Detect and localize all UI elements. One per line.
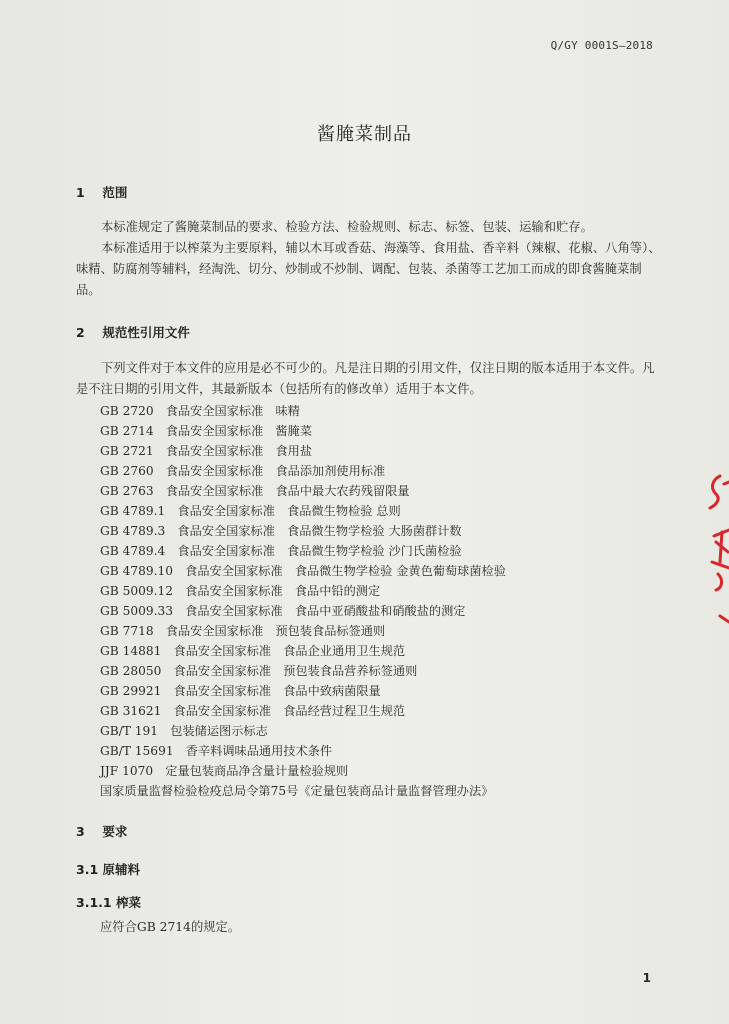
reference-item: GB 4789.3 食品安全国家标准 食品微生物学检验 大肠菌群计数 bbox=[100, 524, 462, 538]
reference-item: GB 2763 食品安全国家标准 食品中最大农药残留限量 bbox=[100, 484, 410, 498]
references-intro: 下列文件对于本文件的应用是必不可少的。凡是注日期的引用文件，仅注日期的版本适用于本文件。凡是不注日期的引用文件，其最新版本（包括所有的修改单）适用于本文件。 bbox=[76, 361, 655, 396]
zhacai-requirement-text: 应符合GB 2714的规定。 bbox=[100, 920, 241, 934]
subsection-number: 3.1.1 bbox=[76, 895, 112, 910]
reference-item: GB 2720 食品安全国家标准 味精 bbox=[100, 404, 300, 418]
section-number: 1 bbox=[76, 185, 85, 200]
reference-item: 国家质量监督检验检疫总局令第75号《定量包装商品计量监督管理办法》 bbox=[100, 784, 494, 798]
reference-item: GB 5009.33 食品安全国家标准 食品中亚硝酸盐和硝酸盐的测定 bbox=[100, 604, 466, 618]
reference-list bbox=[100, 401, 506, 801]
reference-item: JJF 1070 定量包装商品净含量计量检验规则 bbox=[100, 764, 349, 778]
reference-item: GB 5009.12 食品安全国家标准 食品中铅的测定 bbox=[100, 584, 381, 598]
section-title: 范围 bbox=[102, 185, 128, 200]
reference-item: GB 28050 食品安全国家标准 预包装食品营养标签通则 bbox=[100, 664, 418, 678]
reference-item: GB 2721 食品安全国家标准 食用盐 bbox=[100, 444, 313, 458]
subsection-heading-raw-materials bbox=[76, 860, 140, 878]
subsection-heading-zhacai bbox=[76, 893, 141, 911]
scope-paragraph-2: 本标准适用于以榨菜为主要原料，辅以木耳或香菇、海藻等、食用盐、香辛料（辣椒、花椒、八角等）、味精、防腐剂等辅料，经淘洗、切分、炒制或不炒制、调配、包装、杀菌等工艺加工而成的即食酱腌菜制品。 bbox=[76, 241, 661, 297]
section-title: 要求 bbox=[102, 824, 128, 839]
subsection-title: 榨菜 bbox=[115, 895, 141, 910]
reference-item: GB 7718 食品安全国家标准 预包装食品标签通则 bbox=[100, 624, 386, 638]
scope-paragraph-1: 本标准规定了酱腌菜制品的要求、检验方法、检验规则、标志、标签、包装、运输和贮存。 bbox=[101, 220, 593, 234]
reference-item: GB/T 15691 香辛料调味品通用技术条件 bbox=[100, 744, 333, 758]
reference-item: GB 2714 食品安全国家标准 酱腌菜 bbox=[100, 424, 313, 438]
section-number: 3 bbox=[76, 824, 85, 839]
page-number: 1 bbox=[642, 971, 651, 985]
section-heading-requirements bbox=[76, 822, 127, 840]
subsection-title: 原辅料 bbox=[102, 862, 141, 877]
section-title: 规范性引用文件 bbox=[102, 325, 190, 340]
reference-item: GB 29921 食品安全国家标准 食品中致病菌限量 bbox=[100, 684, 381, 698]
section-heading-references bbox=[76, 323, 190, 341]
reference-item: GB 4789.4 食品安全国家标准 食品微生物学检验 沙门氏菌检验 bbox=[100, 544, 462, 558]
red-seal-stamp bbox=[700, 470, 729, 630]
subsection-number: 3.1 bbox=[76, 862, 99, 877]
reference-item: GB 14881 食品安全国家标准 食品企业通用卫生规范 bbox=[100, 644, 406, 658]
document-title: 酱腌菜制品 bbox=[317, 124, 412, 145]
reference-item: GB 2760 食品安全国家标准 食品添加剂使用标准 bbox=[100, 464, 386, 478]
reference-item: GB/T 191 包装储运图示标志 bbox=[100, 724, 268, 738]
document-code: Q/GY 0001S—2018 bbox=[550, 39, 653, 52]
section-number: 2 bbox=[76, 325, 85, 340]
section-heading-scope bbox=[76, 183, 127, 201]
reference-item: GB 31621 食品安全国家标准 食品经营过程卫生规范 bbox=[100, 704, 406, 718]
reference-item: GB 4789.10 食品安全国家标准 食品微生物学检验 金黄色葡萄球菌检验 bbox=[100, 564, 506, 578]
reference-item: GB 4789.1 食品安全国家标准 食品微生物检验 总则 bbox=[100, 504, 401, 518]
